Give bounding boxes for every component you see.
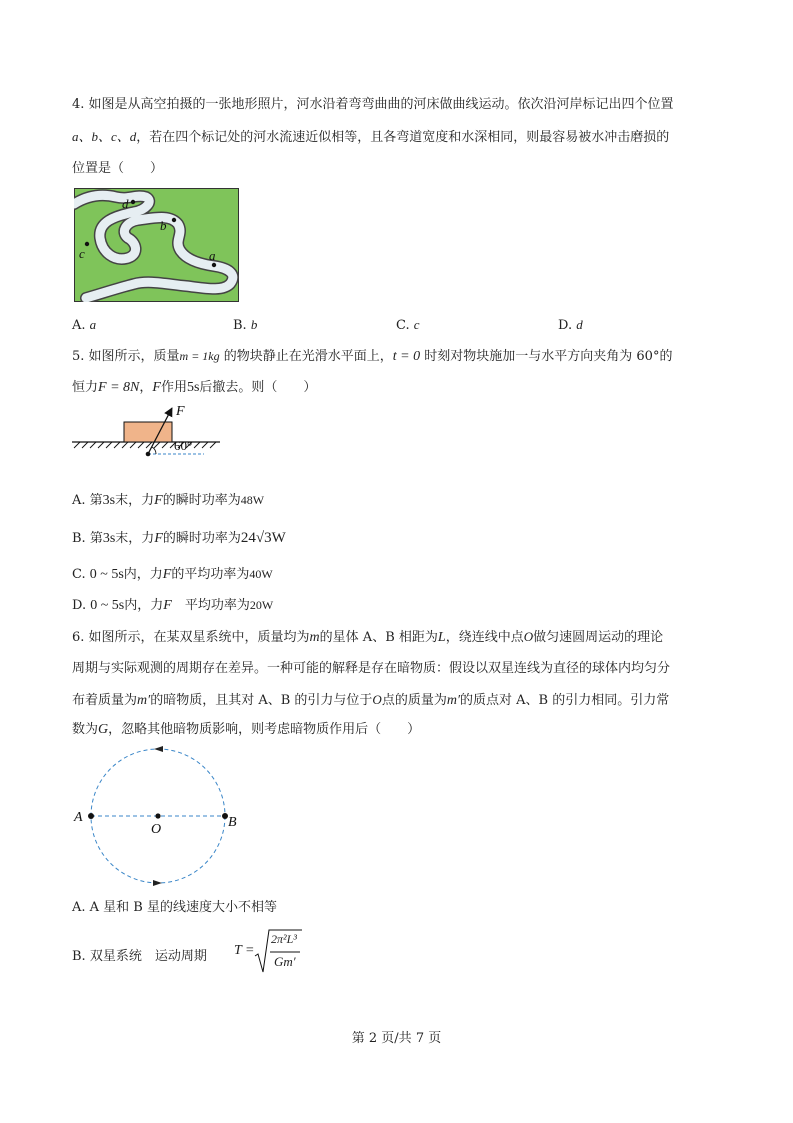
label-o: O — [151, 822, 162, 837]
star-a — [88, 813, 94, 819]
q5-option-a[interactable]: A. 第3s末，力F的瞬时功率为48W — [72, 493, 265, 508]
force-arrow-figure — [120, 402, 220, 462]
label-a: a — [209, 248, 216, 263]
label-b: B — [228, 815, 237, 830]
label-c: c — [79, 246, 85, 261]
force-arrow — [148, 408, 172, 454]
q6-line3: 布着质量为m′的暗物质，且其对 A、B 的引力与位于O点的质量为m′的质点对 A、B 的引力相同。引力常 — [72, 692, 670, 708]
point-a — [212, 263, 216, 267]
orbit-arrow-top — [154, 746, 163, 752]
label-b: b — [160, 218, 167, 233]
q6-line2: 周期与实际观测的周期存在差异。一种可能的解释是存在暗物质：假设以双星连线为直径的球体内均匀分 — [72, 661, 671, 676]
q4-line2: a、b、c、d，若在四个标记处的河水流速近似相等，且各弯道宽度和水深相同，则最容易被水冲击磨损的 — [72, 129, 670, 145]
angle-arc — [152, 447, 156, 454]
q6-line1: 6. 如图所示，在某双星系统中，质量均为m的星体 A、B 相距为L，绕连线中点O做匀速圆周运动的理论 — [72, 629, 664, 645]
q5-option-d[interactable]: D. 0 ~ 5s内，力F 平均功率为20W — [72, 598, 274, 613]
river-photo — [74, 188, 239, 302]
q4-line1: 4. 如图是从高空拍摄的一张地形照片，河水沿着弯弯曲曲的河床做曲线运动。依次沿河岸标记出四个位置 — [72, 97, 674, 112]
fraction-numerator: 2π²L³ — [271, 932, 297, 946]
q5-option-b[interactable]: B. 第3s末，力F的瞬时功率为24√3W — [72, 530, 286, 546]
point-c — [85, 242, 89, 246]
q5-line1: 5. 如图所示，质量m = 1kg 的物块静止在光滑水平面上，t = 0 时刻对物块施加一与水平方向夹角为 60°的 — [72, 349, 673, 364]
orbit-arrow-bottom — [153, 880, 162, 886]
q5-line2: 恒力F = 8N，F作用5s后撤去。则（ ） — [72, 380, 317, 395]
fraction-denominator: Gm′ — [274, 954, 296, 969]
force-origin-point — [146, 452, 151, 457]
q5-option-c[interactable]: C. 0 ~ 5s内，力F的平均功率为40W — [72, 567, 273, 582]
q6-line4: 数为G，忽略其他暗物质影响，则考虑暗物质作用后（ ） — [72, 722, 421, 737]
center-o — [155, 813, 160, 818]
q6-option-a[interactable]: A. A 星和 B 星的线速度大小不相等 — [72, 900, 277, 915]
point-b — [172, 218, 176, 222]
force-label: F — [176, 404, 185, 419]
q4-line3: 位置是（ ） — [72, 161, 164, 176]
label-a: A — [74, 810, 83, 825]
point-d — [131, 200, 135, 204]
q4-option-c[interactable]: C. c — [396, 317, 420, 333]
q4-option-a[interactable]: A. a — [72, 317, 97, 333]
label-d: d — [122, 196, 129, 211]
angle-label: 60° — [174, 438, 193, 453]
q4-option-b[interactable]: B. b — [233, 317, 258, 333]
binary-star-figure — [68, 745, 248, 890]
q4-option-d[interactable]: D. d — [558, 317, 583, 333]
page-footer: 第 2 页/共 7 页 — [351, 1031, 442, 1046]
